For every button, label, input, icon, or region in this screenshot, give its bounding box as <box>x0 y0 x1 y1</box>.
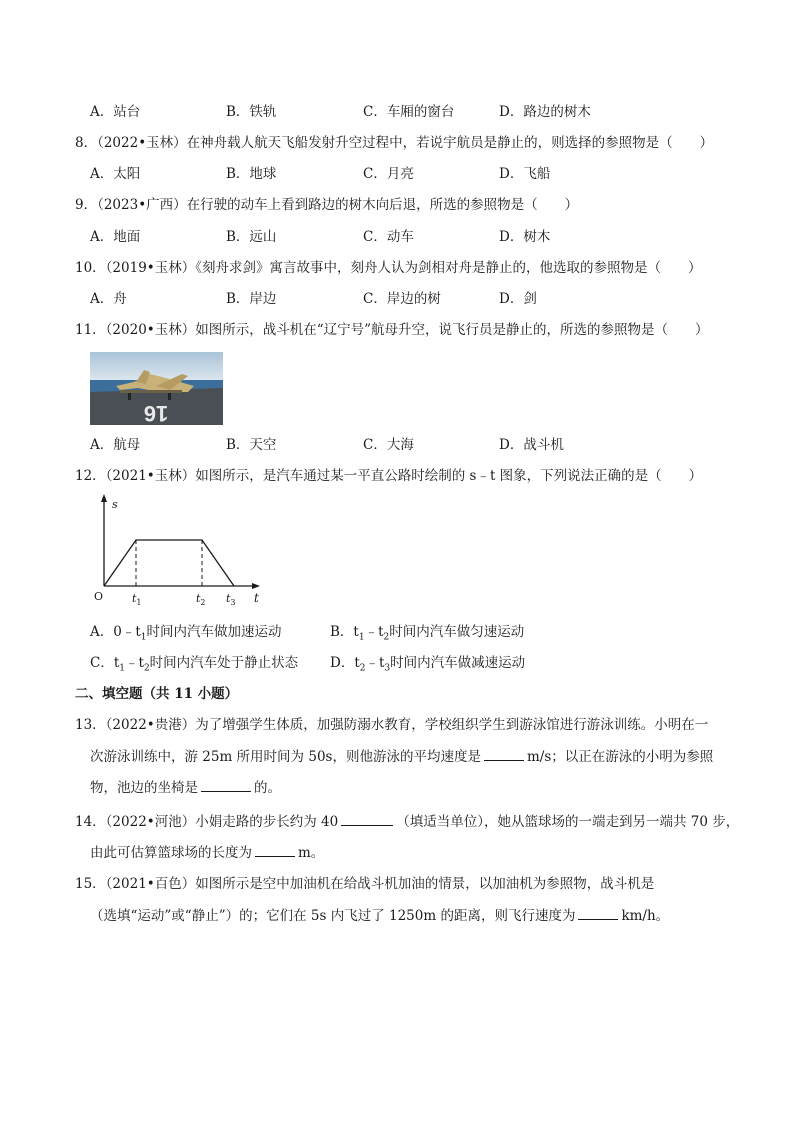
carrier-jet-image <box>90 352 223 425</box>
deck-number: 16 <box>143 401 169 425</box>
q15-line2: （选填“运动”或“静止”）的；它们在 5s 内飞过了 1250m 的距离，则飞行速度为 km/h。 <box>90 905 669 926</box>
q10-option-d[interactable]: D．剑 <box>499 291 537 307</box>
q8-option-a[interactable]: A．太阳 <box>90 166 141 182</box>
q15-blank-speed[interactable] <box>578 905 618 920</box>
q10-stem: 10．（2019•玉林）《刻舟求剑》寓言故事中，刻舟人认为剑相对舟是静止的，他选取的参照物是（ ） <box>75 260 702 276</box>
q7-option-b[interactable]: B．铁轨 <box>226 104 277 120</box>
q14-blank-length[interactable] <box>255 842 295 857</box>
q8-stem: 8．（2022•玉林）在神舟载人航天飞船发射升空过程中，若说宇航员是静止的，则选择的参照物是（ ） <box>75 135 714 151</box>
q11-option-d[interactable]: D．战斗机 <box>499 437 564 453</box>
q14-line2: 由此可估算篮球场的长度为 m。 <box>90 842 324 863</box>
q13-line3: 物，池边的坐椅是 的。 <box>90 777 281 798</box>
x-axis-arrow <box>252 583 260 589</box>
origin-label: O <box>94 590 104 603</box>
q11-carrier-photo <box>90 352 223 425</box>
q7-option-c[interactable]: C．车厢的窗台 <box>363 104 455 120</box>
q8-option-c[interactable]: C．月亮 <box>363 166 414 182</box>
q11-options <box>90 435 740 455</box>
q12-option-a[interactable]: A．$0﹣t_1$时间内汽车做加速运动 <box>90 624 282 643</box>
q9-option-b[interactable]: B．远山 <box>226 229 277 245</box>
q11-option-b[interactable]: B．天空 <box>226 437 277 453</box>
q13-line2: 次游泳训练中，游 25m 所用时间为 50s，则他游泳的平均速度是 m/s；以正在游泳的小明为参照 <box>90 746 713 767</box>
q10-option-a[interactable]: A．舟 <box>90 291 127 307</box>
q10-option-c[interactable]: C．岸边的树 <box>363 291 441 307</box>
section-title-fill-in: 二、填空题（共 11 小题） <box>75 686 239 702</box>
q13-blank-speed[interactable] <box>484 746 524 761</box>
q7-options <box>90 102 740 122</box>
q11-option-a[interactable]: A．航母 <box>90 437 141 453</box>
q13-line1: 13．（2022•贵港）为了增强学生体质，加强防溺水教育，学校组织学生到游泳馆进行游泳训练。小明在一 <box>75 717 709 733</box>
q10-options <box>90 289 740 309</box>
q9-stem: 9．（2023•广西）在行驶的动车上看到路边的树木向后退，所选的参照物是（ ） <box>75 197 579 213</box>
q8-option-d[interactable]: D．飞船 <box>499 166 551 182</box>
q11-option-c[interactable]: C．大海 <box>363 437 414 453</box>
q8-option-b[interactable]: B．地球 <box>226 166 277 182</box>
q12-option-b[interactable]: B．$t_1﹣t_2$时间内汽车做匀速运动 <box>330 624 525 643</box>
q9-option-a[interactable]: A．地面 <box>90 229 141 245</box>
q7-option-a[interactable]: A．站台 <box>90 104 141 120</box>
q9-options <box>90 227 740 247</box>
q15-line1: 15．（2021•百色）如图所示是空中加油机在给战斗机加油的情景，以加油机为参照物，战斗机是 <box>75 876 655 892</box>
q12-options-row1 <box>90 622 740 642</box>
st-curve <box>104 540 234 586</box>
q9-option-c[interactable]: C．动车 <box>363 229 414 245</box>
t1-label: $t_1$ <box>132 592 142 607</box>
t3-label: $t_3$ <box>226 592 236 607</box>
q13-blank-state[interactable] <box>201 777 251 792</box>
q12-stem: 12．（2021•玉林）如图所示，是汽车通过某一平直公路时绘制的 s﹣t 图象，下列说法正确的是（ ） <box>75 468 703 484</box>
y-axis-label: s <box>112 498 118 511</box>
q12-option-c[interactable]: C．$t_1﹣t_2$时间内汽车处于静止状态 <box>90 655 299 674</box>
q14-line1: 14．（2022•河池）小娟走路的步长约为 40 （填适当单位），她从篮球场的一端走到另一端共 70 步， <box>75 811 739 832</box>
q7-option-d[interactable]: D．路边的树木 <box>499 104 591 120</box>
q11-stem: 11．（2020•玉林）如图所示，战斗机在“辽宁号”航母升空，说飞行员是静止的，所选的参照物是（ ） <box>75 322 709 338</box>
q9-option-d[interactable]: D．树木 <box>499 229 551 245</box>
q12-option-d[interactable]: D．$t_2﹣t_3$时间内汽车做减速运动 <box>330 655 526 674</box>
q10-option-b[interactable]: B．岸边 <box>226 291 277 307</box>
q12-st-graph <box>88 490 268 610</box>
x-axis-label: t <box>254 591 259 605</box>
t2-label: $t_2$ <box>196 592 206 607</box>
q8-options <box>90 164 740 184</box>
y-axis-arrow <box>101 494 107 502</box>
q14-blank-unit[interactable] <box>341 811 393 826</box>
q12-options-row2 <box>90 653 740 673</box>
